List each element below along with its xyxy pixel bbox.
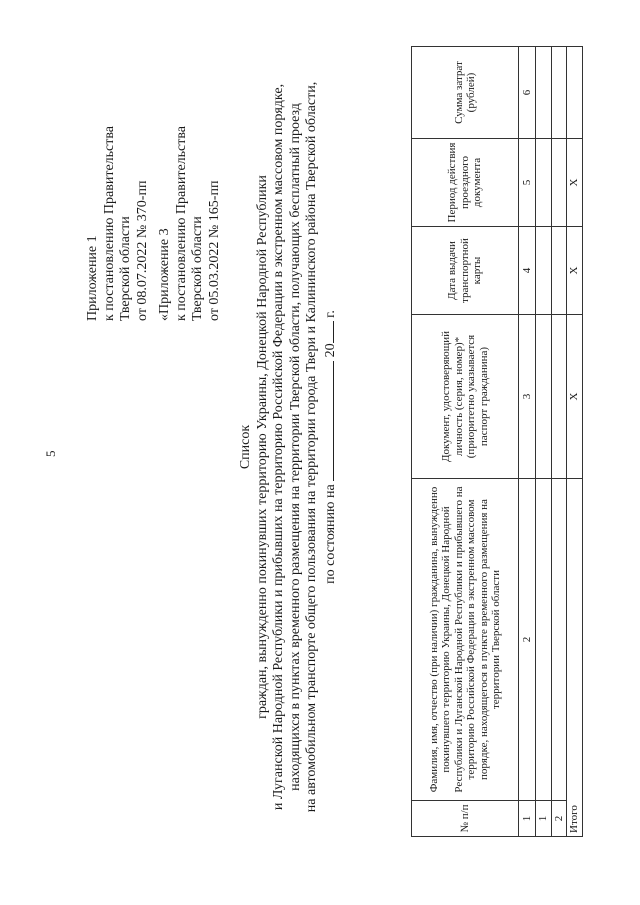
heading-title: Список [238, 424, 253, 470]
table-cell: 1 [536, 801, 552, 837]
year-blank-field [321, 321, 334, 343]
table-cell [551, 139, 567, 227]
heading-date-line [321, 32, 340, 862]
appendix-1-block [85, 126, 151, 321]
table-cell [536, 139, 552, 227]
table-header-row [412, 47, 519, 837]
column-number: 3 [519, 315, 536, 479]
appendix-1-line: Приложение 1 [85, 235, 100, 321]
heading-line: на автомобильном транспорте общего пользования на территории города Твери и Калининского района Тверской области, [304, 81, 319, 813]
date-suffix: г. [322, 310, 338, 318]
appendix-3-line: от 05.03.2022 № 165-пп [206, 180, 222, 321]
total-cell: X [567, 227, 583, 315]
column-number: 5 [519, 139, 536, 227]
table-cell [551, 47, 567, 139]
header-number: № п/п [412, 801, 519, 837]
table-cell [551, 315, 567, 479]
column-number: 1 [519, 801, 536, 837]
total-label: Итого [567, 479, 583, 837]
table-cell [536, 315, 552, 479]
column-number: 4 [519, 227, 536, 315]
appendix-1-line: Тверской области [118, 216, 133, 321]
appendix-3-line: Тверской области [190, 216, 205, 321]
table-row [536, 47, 552, 837]
date-prefix: по состоянию на [322, 484, 338, 584]
header-card-issue-date: Дата выдачи транспортной карты [412, 227, 519, 315]
table-cell [536, 479, 552, 801]
beneficiaries-table [411, 46, 583, 837]
heading-line: и Луганской Народной Республики и прибывших на территорию Российской Федерации в экстренном массовом порядке, [271, 83, 286, 811]
table-cell [536, 47, 552, 139]
appendix-3-line: «Приложение 3 [157, 228, 172, 321]
header-identity-document: Документ, удостоверяющий личность (серия, номер)* (приоритетно указывается паспорт гражданина) [412, 315, 519, 479]
column-number: 6 [519, 47, 536, 139]
total-row [567, 47, 583, 837]
page-number: 5 [43, 450, 58, 457]
appendix-3-line: к постановлению Правительства [173, 125, 189, 321]
column-number: 2 [519, 479, 536, 801]
total-cell: X [567, 315, 583, 479]
header-full-name: Фамилия, имя, отчество (при наличии) гражданина, вынужденно покинувшего территорию Украины, Донецкой Народной Республики и Луганской Народной Республики и прибывшего на территорию Российской Федерации в экстренном массовом порядке, находящегося в пункте временного размещения на территории Тверской области [412, 479, 519, 801]
table-cell [536, 227, 552, 315]
appendix-3-block [157, 126, 223, 321]
column-number-row [519, 47, 536, 837]
table-row [551, 47, 567, 837]
heading-line: находящихся в пунктах временного размещения на территории Тверской области, получающих бесплатный проезд [287, 103, 303, 791]
date-blank-field [321, 361, 334, 481]
list-heading [238, 32, 339, 862]
appendix-1-line: от 08.07.2022 № 370-пп [134, 180, 150, 321]
total-cell: X [567, 139, 583, 227]
header-cost-amount: Сумма затрат (рублей) [412, 47, 519, 139]
table-cell [551, 227, 567, 315]
total-cell [567, 47, 583, 139]
date-year-prefix: 20 [322, 343, 338, 358]
appendix-1-line: к постановлению Правительства [101, 125, 117, 321]
heading-line: граждан, вынужденно покинувших территорию Украины, Донецкой Народной Республики [254, 175, 270, 719]
table-cell: 2 [551, 801, 567, 837]
document-page [35, 32, 595, 862]
table-cell [551, 479, 567, 801]
header-ticket-validity: Период действия проездного документа [412, 139, 519, 227]
